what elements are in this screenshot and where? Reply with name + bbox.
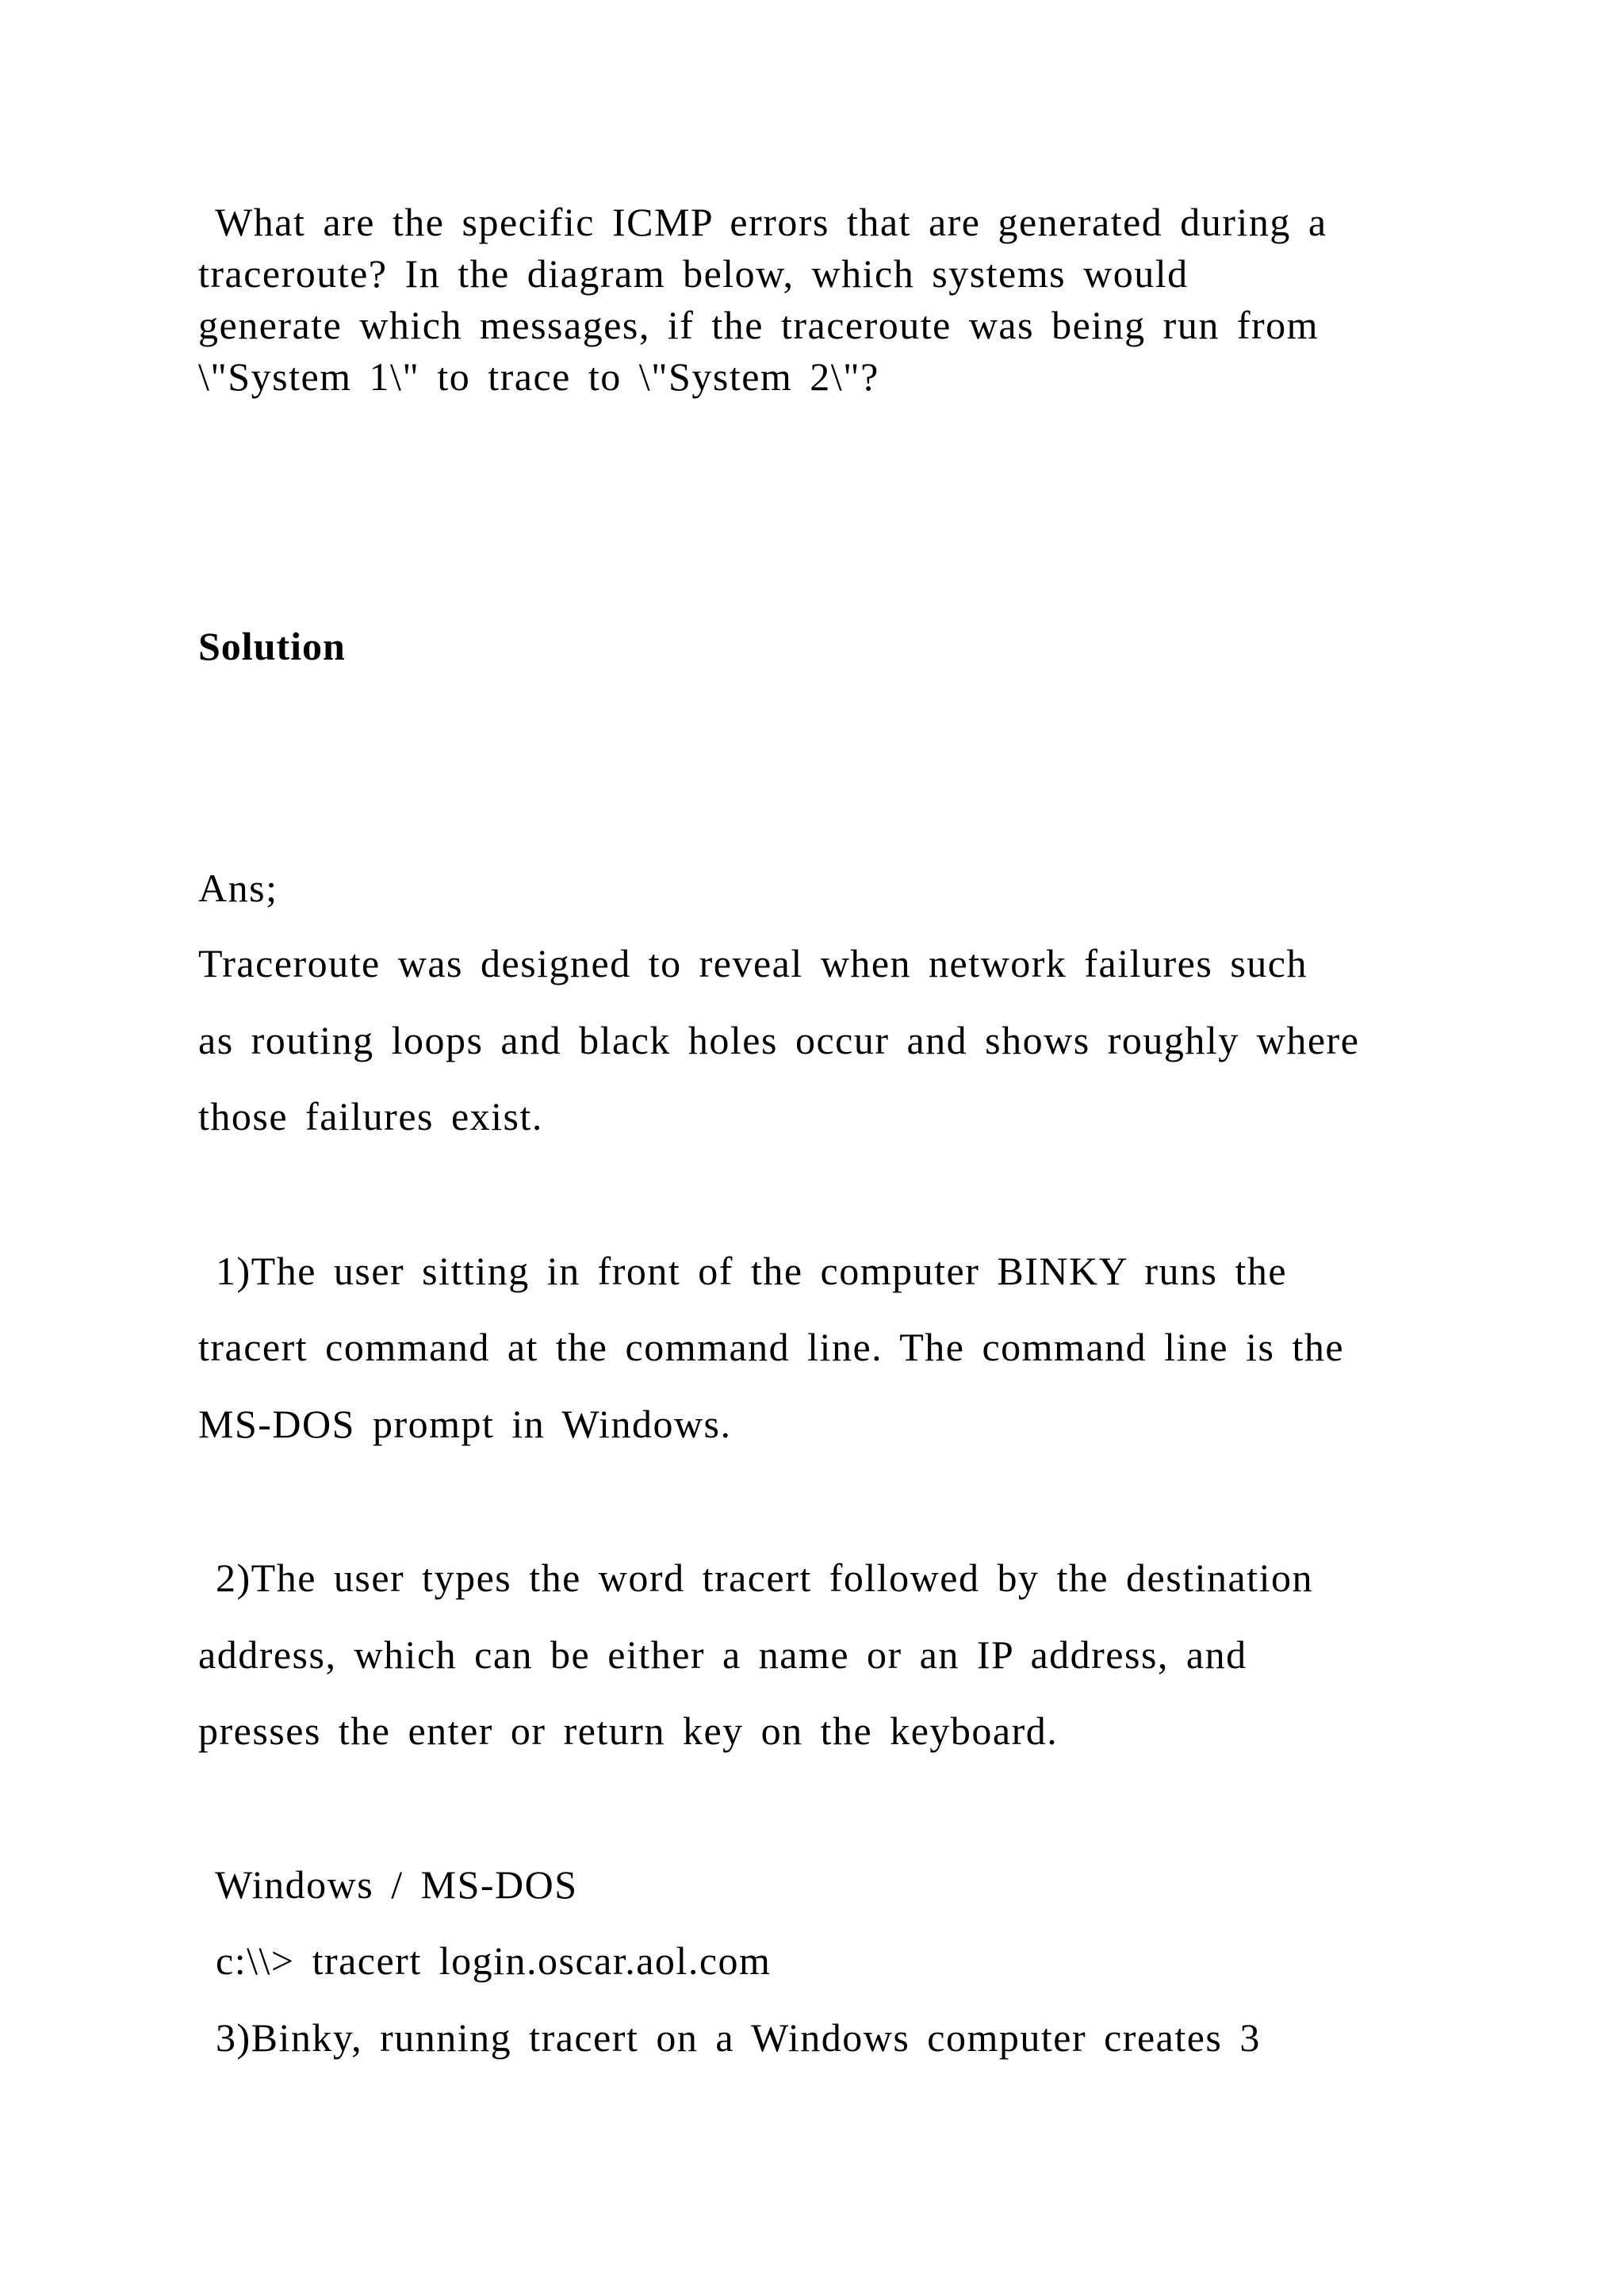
step1-line-1: 1)The user sitting in front of the computer BINKY runs the	[198, 1249, 1288, 1293]
step1-line-2: tracert command at the command line. The command line is the	[198, 1325, 1345, 1369]
step1-line-3: MS-DOS prompt in Windows.	[198, 1402, 732, 1446]
answer-intro-line-1: Traceroute was designed to reveal when network failures such	[198, 941, 1308, 985]
step3-line-1: 3)Binky, running tracert on a Windows computer creates 3	[198, 2015, 1261, 2060]
answer-label: Ans;	[198, 866, 278, 910]
code-line-1: Windows / MS-DOS	[198, 1862, 578, 1907]
step2-line-3: presses the enter or return key on the keyboard.	[198, 1709, 1059, 1753]
answer-intro-line-3: those failures exist.	[198, 1094, 543, 1138]
question-line-3: generate which messages, if the traceroute was being run from	[198, 303, 1320, 347]
code-line-2: c:\\> tracert login.oscar.aol.com	[198, 1938, 772, 1983]
question-line-1: What are the specific ICMP errors that are generated during a	[198, 200, 1327, 244]
answer-intro-line-2: as routing loops and black holes occur and shows roughly where	[198, 1018, 1360, 1062]
step2-line-2: address, which can be either a name or an IP address, and	[198, 1632, 1247, 1677]
solution-heading: Solution	[198, 624, 346, 668]
question-line-2: traceroute? In the diagram below, which systems would	[198, 251, 1189, 296]
step2-line-1: 2)The user types the word tracert followed by the destination	[198, 1556, 1313, 1600]
question-line-4: \"System 1\" to trace to \"System 2\"?	[198, 354, 879, 399]
